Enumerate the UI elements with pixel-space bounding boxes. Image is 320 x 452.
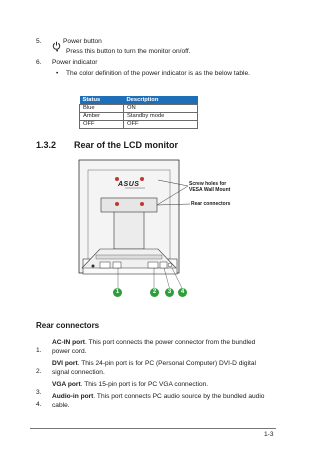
item-desc: . This port connects the power connector from the bundled power cord. <box>52 339 256 355</box>
table-cell: Blue <box>80 105 124 113</box>
item-desc: . This 15-pin port is for PC VGA connection. <box>80 381 209 388</box>
screw-marker <box>140 177 144 181</box>
bullet-text: The color definition of the power indicator is as the below table. <box>66 70 250 77</box>
table-header: Status <box>80 96 124 105</box>
badge-2: 2 <box>150 288 159 297</box>
item-term: VGA port <box>52 381 81 388</box>
asus-logo: ASUS <box>118 181 140 188</box>
rear-connectors-heading: Rear connectors <box>36 321 100 330</box>
section-title: Rear of the LCD monitor <box>74 140 179 150</box>
item-title: Power indicator <box>52 59 98 66</box>
table-cell: Amber <box>80 113 124 121</box>
list-item-vga <box>52 381 268 390</box>
item-number: 1. <box>36 347 42 354</box>
callout-screw-holes <box>189 181 230 193</box>
list-item <box>36 393 42 411</box>
item-term: Audio-in port <box>52 393 94 400</box>
screw-marker <box>140 202 144 206</box>
list-item-dvi <box>52 360 268 377</box>
item-desc: . This 24-pin port is for PC (Personal Computer) DVI-D digital signal connection. <box>52 360 256 376</box>
table-cell: Standby mode <box>124 113 198 121</box>
list-item <box>36 360 42 378</box>
item-number: 3. <box>36 389 42 396</box>
callout-rear-connectors: Rear connectors <box>191 201 231 207</box>
item-desc: . This port connects PC audio source by the bundled audio cable. <box>52 393 265 409</box>
table-cell: OFF <box>124 121 198 129</box>
table-header: Description <box>124 96 198 105</box>
item-number: 6. <box>36 59 42 66</box>
item-term: AC-IN port <box>52 339 85 346</box>
item-number: 2. <box>36 368 42 375</box>
bullet-dot: • <box>56 48 59 55</box>
callout-line: VESA Wall Mount <box>189 187 231 193</box>
bullet-dot: • <box>56 70 59 77</box>
item-title: Power button <box>63 38 102 45</box>
list-item <box>36 339 42 357</box>
item-term: DVI port <box>52 360 78 367</box>
table-cell: ON <box>124 105 198 113</box>
list-item-ac-in <box>52 339 268 356</box>
badge-3: 3 <box>165 288 174 297</box>
bullet-text: Press this button to turn the monitor on/off. <box>66 48 191 55</box>
section-number: 1.3.2 <box>36 140 57 150</box>
table-cell: OFF <box>80 121 124 129</box>
item-number: 4. <box>36 401 42 408</box>
callout-line: Screw holes for <box>189 181 227 187</box>
page-number: 1-3 <box>264 431 274 438</box>
list-item-audio-in <box>52 393 268 410</box>
badge-4: 4 <box>178 288 187 297</box>
screw-marker <box>115 202 119 206</box>
footer-divider <box>30 428 276 429</box>
item-number: 5. <box>36 38 42 45</box>
badge-1: 1 <box>113 288 122 297</box>
